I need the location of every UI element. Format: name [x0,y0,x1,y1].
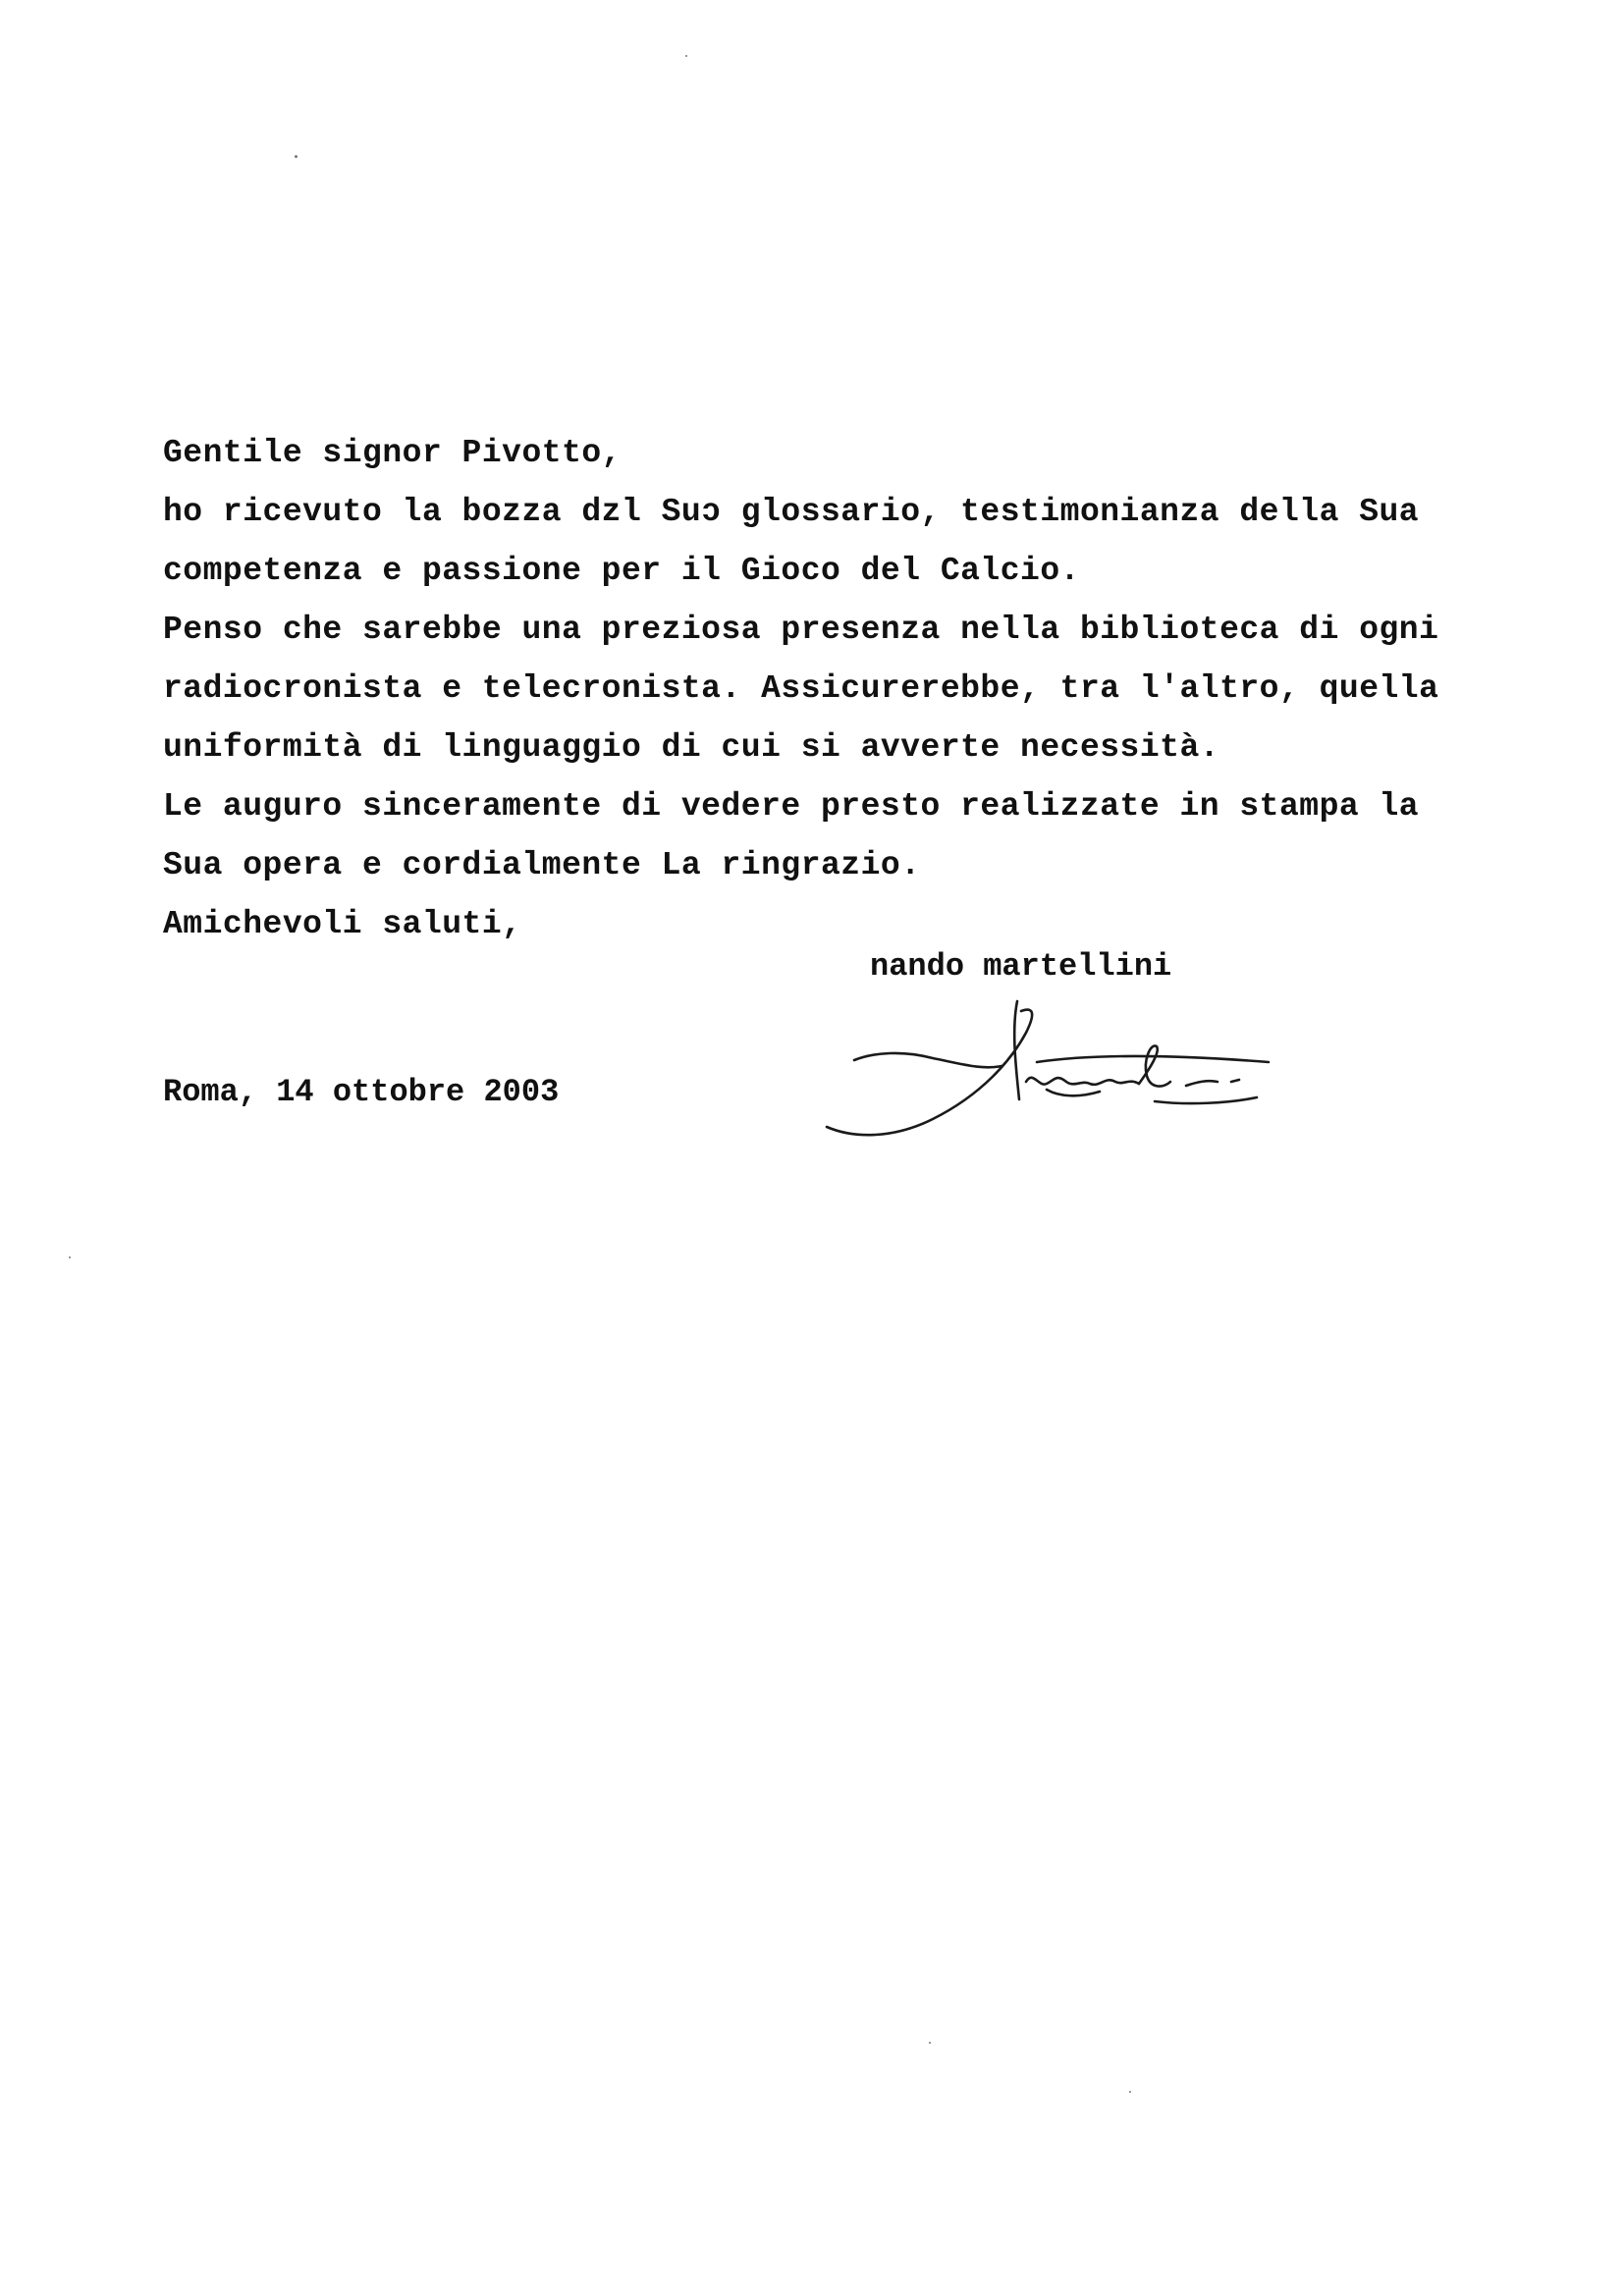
letter-line: Le auguro sinceramente di vedere presto realizzate in stampa la [163,788,1420,825]
letter-body [163,424,1479,954]
letter-line: Sua opera e cordialmente La ringrazio. [163,847,921,883]
scan-speck [685,55,687,57]
letter-line: Penso che sarebbe una preziosa presenza nella biblioteca di ogni [163,612,1439,648]
scan-speck [929,2042,931,2044]
letter-salutation: Gentile signor Pivotto, [163,435,622,471]
scan-speck [69,1256,71,1258]
letter-line: ho ricevuto la bozza dzl Suɔ glossario, testimonianza della Sua [163,494,1420,530]
letter-closing: Amichevoli saluti, [163,906,522,942]
letter-line: radiocronista e telecronista. Assicurerebbe, tra l'altro, quella [163,670,1439,707]
signer-name: nando martellini [870,948,1172,985]
letter-line: competenza e passione per il Gioco del Calcio. [163,553,1080,589]
letter-line: uniformità di linguaggio di cui si avverte necessità. [163,729,1220,766]
handwritten-signature [815,991,1286,1148]
scan-speck [1129,2091,1131,2093]
place-date: Roma, 14 ottobre 2003 [163,1074,560,1110]
scan-speck [295,155,298,158]
